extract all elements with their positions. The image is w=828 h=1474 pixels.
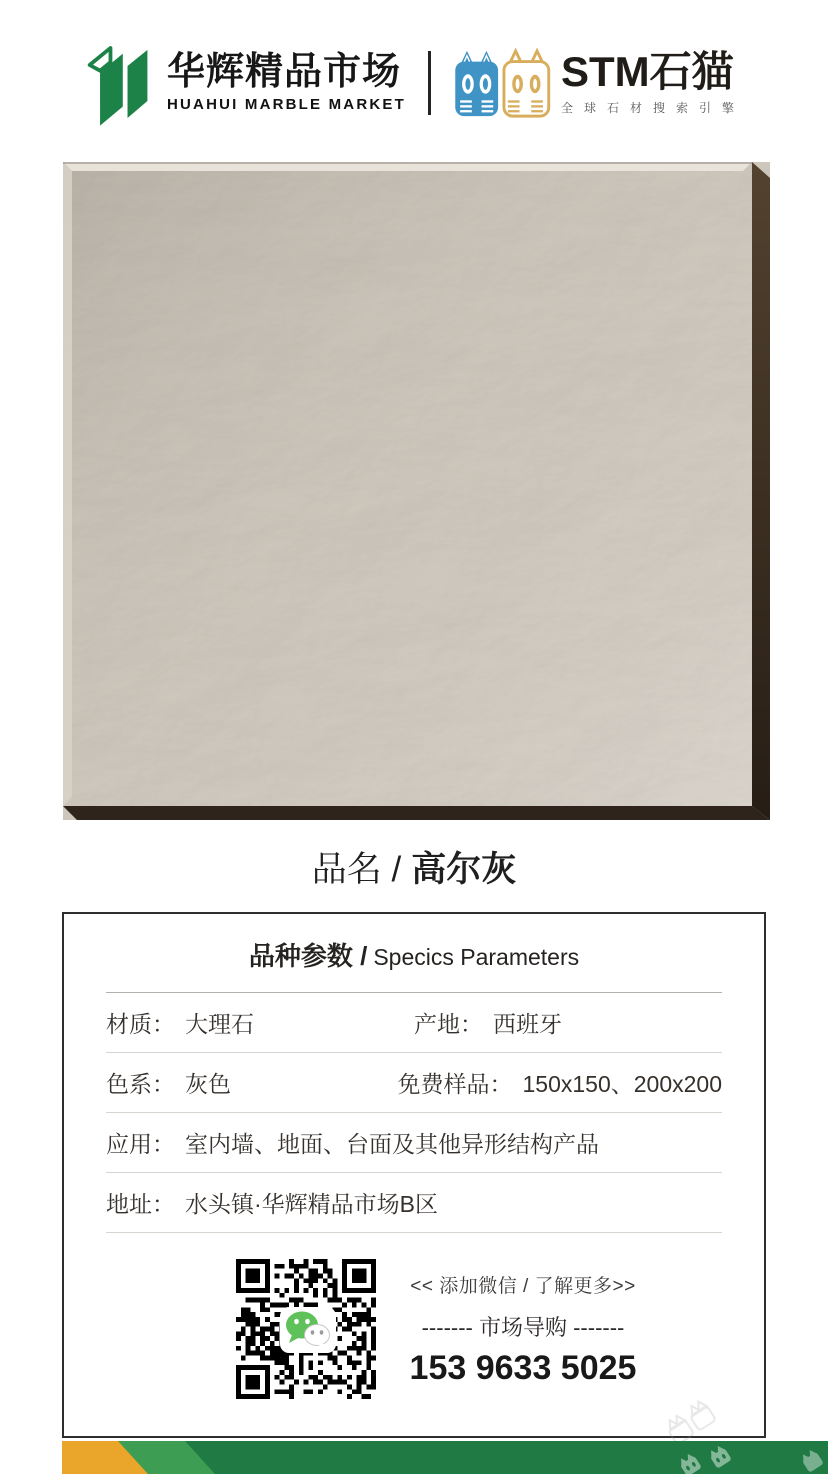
spec-value: 室内墙、地面、台面及其他异形结构产品 (185, 1131, 599, 1157)
spec-cell-material (106, 1006, 414, 1039)
brand-logo-group (83, 40, 406, 126)
spec-label: 免费样品： (397, 1071, 513, 1097)
spec-label: 产地： (414, 1011, 483, 1037)
spec-label: 色系： (106, 1071, 175, 1097)
spec-value: 水头镇·华辉精品市场B区 (185, 1191, 438, 1217)
header (0, 40, 828, 126)
spec-value: 灰色 (185, 1071, 231, 1097)
spec-panel (62, 912, 766, 1438)
spec-label: 材质： (106, 1011, 175, 1037)
spec-cell-application (106, 1126, 599, 1159)
phone-number: 153 9633 5025 (409, 1348, 637, 1387)
brand-name-en: HUAHUI MARBLE MARKET (166, 95, 406, 113)
qr-code (236, 1259, 376, 1399)
stm-cats-icon (453, 46, 551, 120)
partner-text (560, 47, 745, 116)
brand-name-cn: 华辉精品市场 (166, 51, 401, 94)
spec-row-material-origin (106, 993, 722, 1053)
spec-label: 应用： (106, 1131, 175, 1157)
spec-row-address (106, 1173, 722, 1233)
partner-logo-group (453, 46, 745, 120)
product-name: 高尔灰 (411, 850, 517, 889)
header-divider (428, 51, 431, 115)
product-name-label: 品名 / (311, 850, 402, 889)
brand-text (167, 53, 406, 113)
spec-cell-address (106, 1186, 438, 1219)
spec-row-color-samples (106, 1053, 722, 1113)
spec-title-cn: 品种参数 / (248, 941, 368, 971)
spec-value: 西班牙 (493, 1011, 562, 1037)
footer-stripe (62, 1441, 828, 1474)
marble-tile-photo (63, 162, 770, 820)
spec-cell-samples (398, 1066, 723, 1099)
contact-info (382, 1271, 664, 1388)
spec-cell-origin (414, 1006, 562, 1039)
product-title (0, 842, 828, 892)
spec-cell-color (106, 1066, 398, 1099)
partner-tagline: 全球石材搜索引擎 (560, 100, 745, 115)
spec-value: 150x150、200x200 (522, 1071, 722, 1097)
marble-texture (63, 162, 770, 820)
wechat-icon (280, 1307, 336, 1353)
huahui-books-logo-icon (83, 40, 155, 126)
spec-value: 大理石 (185, 1011, 254, 1037)
contact-section (236, 1259, 764, 1399)
spec-title-en: Specics Parameters (373, 944, 580, 970)
wechat-hint: << 添加微信 / 了解更多>> (410, 1275, 636, 1297)
partner-name: STM石猫 (560, 47, 734, 95)
guide-label: ------- 市场导购 ------- (421, 1314, 625, 1340)
spec-panel-title (64, 936, 764, 970)
spec-label: 地址： (106, 1191, 175, 1217)
spec-row-application (106, 1113, 722, 1173)
